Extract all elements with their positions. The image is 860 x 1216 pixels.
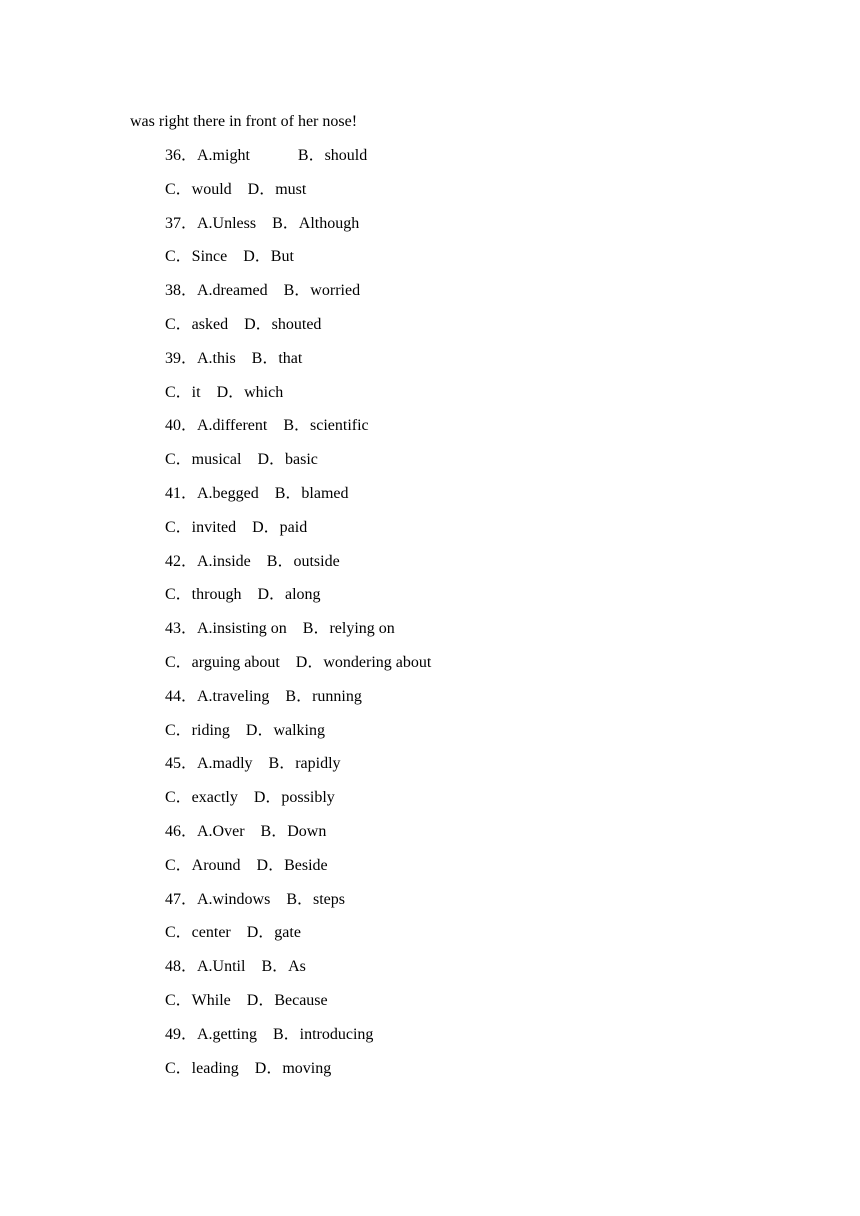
question-39-options-cd: C．it D．which — [165, 383, 284, 401]
question-42-line: 42．A.inside B．outside — [165, 552, 340, 570]
question-46-options-cd: C．Around D．Beside — [165, 856, 328, 874]
question-44-line: 44．A.traveling B．running — [165, 687, 362, 705]
intro-text: was right there in front of her nose! — [130, 113, 358, 130]
question-49-line: 49．A.getting B．introducing — [165, 1025, 374, 1043]
question-48-options-cd: C．While D．Because — [165, 991, 328, 1009]
question-43-line: 43．A.insisting on B．relying on — [165, 620, 395, 638]
question-46-line: 46．A.Over B．Down — [165, 822, 327, 840]
question-43-options-cd: C．arguing about D．wondering about — [165, 653, 432, 671]
question-47-line: 47．A.windows B．steps — [165, 890, 346, 908]
question-39-line: 39．A.this B．that — [165, 349, 303, 367]
question-44-options-cd: C．riding D．walking — [165, 721, 325, 739]
question-48-line: 48．A.Until B．As — [165, 958, 306, 976]
question-38-options-cd: C．asked D．shouted — [165, 315, 322, 333]
question-36-options-cd: C．would D．must — [165, 180, 307, 198]
question-45-line: 45．A.madly B．rapidly — [165, 755, 341, 773]
question-36-line: 36．A.might B．should — [165, 147, 368, 164]
question-49-options-cd: C．leading D．moving — [165, 1059, 332, 1077]
question-40-options-cd: C．musical D．basic — [165, 451, 318, 469]
question-45-options-cd: C．exactly D．possibly — [165, 789, 335, 807]
question-47-options-cd: C．center D．gate — [165, 924, 301, 942]
question-37-options-cd: C．Since D．But — [165, 248, 294, 266]
question-38-line: 38．A.dreamed B．worried — [165, 282, 361, 300]
question-41-options-cd: C．invited D．paid — [165, 518, 308, 536]
question-37-line: 37．A.Unless B．Although — [165, 214, 360, 232]
question-40-line: 40．A.different B．scientific — [165, 417, 369, 435]
question-42-options-cd: C．through D．along — [165, 586, 321, 604]
options-list — [165, 145, 431, 1091]
question-41-line: 41．A.begged B．blamed — [165, 484, 349, 502]
